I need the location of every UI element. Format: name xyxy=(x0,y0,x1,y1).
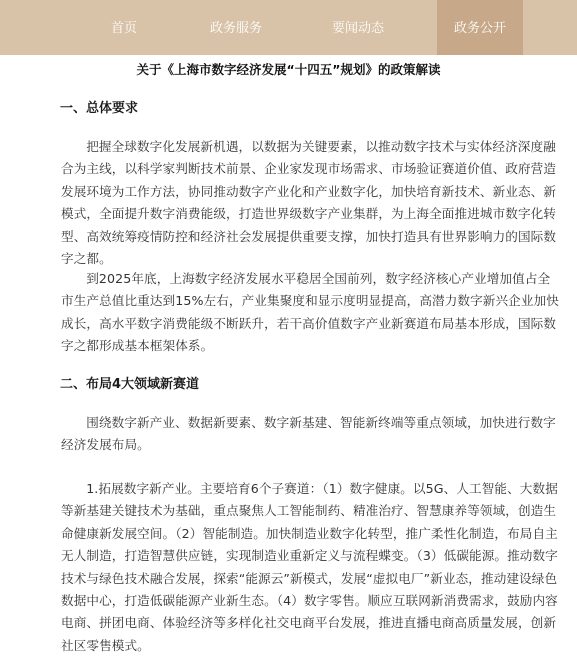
section-heading-overall: 一、总体要求 xyxy=(60,101,139,116)
paragraph-overall-requirements: 把握全球数字化发展新机遇，以数据为关键要素，以推动数字技术与实体经济深度融合为主线，以科学家判断技术前景、企业家发现市场需求、市场验证赛道价值、政府营造发展环境为工作方法，协同推动数字产业化和产业数字化，加快培育新技术、新业态、新模式，全面提升数字消费能级，打造世界级数字产业集群，为上海全面推进城市数字化转型、高效统筹疫情防控和经济社会发展提供重要支撑，加快打造具有世界影响力的国际数字之都。 xyxy=(61,139,557,267)
nav-item-gov-services[interactable]: 政务服务 xyxy=(209,21,262,36)
section-heading-new-tracks: 二、布局4大领域新赛道 xyxy=(60,377,200,392)
paragraph-layout-intro: 围绕数字新产业、数据新要素、数字新基建、智能新终端等重点领域，加快进行数字经济发展布局。 xyxy=(61,415,556,453)
article-title: 关于《上海市数字经济发展“十四五”规划》的政策解读 xyxy=(136,62,441,77)
top-nav-bar xyxy=(0,0,577,55)
nav-item-home[interactable]: 首页 xyxy=(110,21,137,36)
nav-item-news[interactable]: 要闻动态 xyxy=(331,21,384,36)
paragraph-digital-industry: 1.拓展数字新产业。主要培育6个子赛道：（1）数字健康。以5G、人工智能、大数据等新基建关键技术为基础，重点聚焦人工智能制药、精准治疗、智慧康养等领域，创造生命健康新发展空间。（2）智能制造。加快制造业数字化转型，推广柔性化制造，布局自主无人制造，打造智慧供应链，实现制造业重新定义与流程蝶变。（3）低碳能源。推动数字技术与绿色技术融合发展，探索“能源云”新模式，发展“虚拟电厂”新业态，推动建设绿色数据中心，打造低碳能源产业新生态。（4）数字零售。顺应互联网新消费需求，鼓励内容电商、拼团电商、体验经济等多样化社交电商平台发展，推进直播电商高质量发展，创新社区零售模式。 xyxy=(61,481,558,653)
nav-item-gov-public[interactable]: 政务公开 xyxy=(437,0,523,55)
paragraph-2025-goals: 到2025年底，上海数字经济发展水平稳居全国前列，数字经济核心产业增加值占全市生产总值比重达到15%左右，产业集聚度和显示度明显提高，高潜力数字新兴企业加快成长，高水平数字消费能级不断跃升，若干高价值数字产业新赛道布局基本形成，国际数字之都形成基本框架体系。 xyxy=(61,271,559,354)
